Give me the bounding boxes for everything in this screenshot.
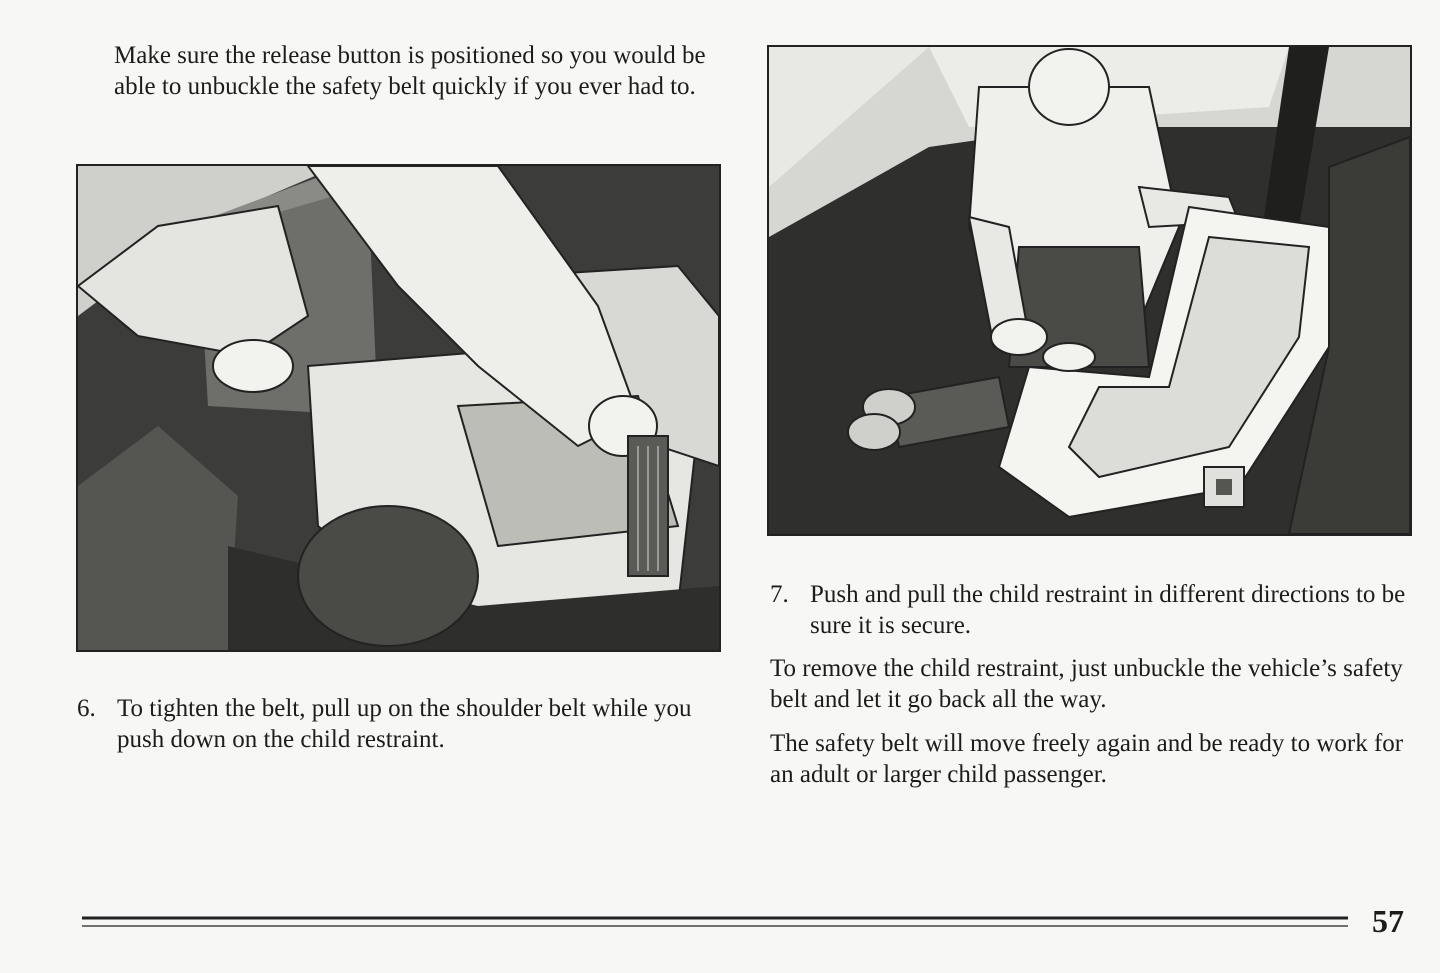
step-7 [770,579,1410,643]
illustration-test-restraint [767,45,1412,536]
page-number: 57 [1372,903,1404,939]
step-6-text: To tighten the belt, pull up on the shoulder belt while you push down on the child restraint. [117,695,692,753]
step-6 [77,693,737,757]
step-7-number: 7. [770,581,789,608]
intro-paragraph: Make sure the release button is positioned so you would be able to unbuckle the safety belt quickly if you ever had to. [114,42,706,100]
illustration-tighten-belt [76,164,721,652]
illustration-tighten-belt-drawing [78,166,719,650]
footer-rule [82,915,1348,929]
illustration-test-restraint-drawing [769,47,1410,534]
belt-moves-freely-paragraph: The safety belt will move freely again and be ready to work for an adult or larger child passenger. [770,730,1404,788]
step-6-number: 6. [77,695,96,722]
step-7-text: Push and pull the child restraint in different directions to be sure it is secure. [810,581,1406,639]
remove-restraint-paragraph: To remove the child restraint, just unbuckle the vehicle’s safety belt and let it go back all the way. [770,655,1403,713]
